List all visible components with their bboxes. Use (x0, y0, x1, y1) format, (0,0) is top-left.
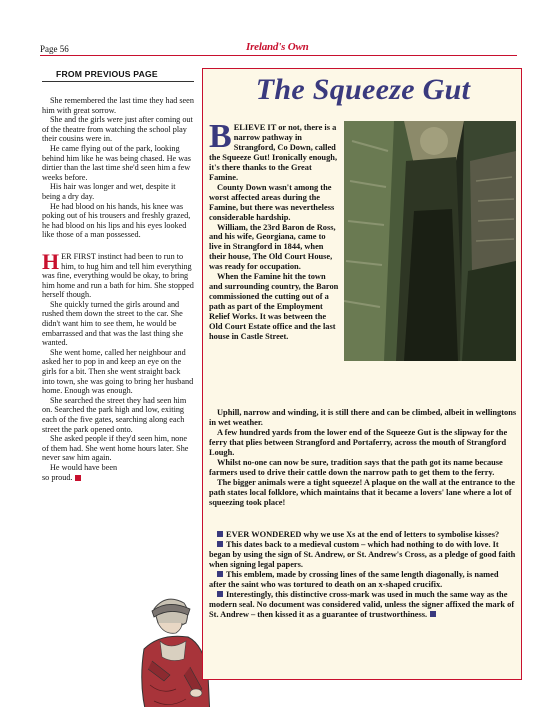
section-title: FROM PREVIOUS PAGE (56, 69, 158, 79)
article-paragraph: William, the 23rd Baron de Ross, and his wife, Georgiana, came to live in Strangford in 1844, when their house, The Old Court House, was ready for occupation. (209, 222, 336, 272)
story-paragraph: His hair was longer and wet, despite it being a dry day. (42, 182, 176, 201)
article-paragraph: When the Famine hit the town and surrounding country, the Baron commissioned the cutting out of a path as part of the Employment Relief Works. It was between the Old Court Estate office and the last house in Castle Street. (209, 272, 339, 342)
story-paragraph: She asked people if they'd seen him, none of them had. She went home hours later. She never saw him again. (42, 434, 189, 463)
article-paragraph: The bigger animals were a tight squeeze! A plaque on the wall at the entrance to the path states local folklore, which maintains that it became a lovers' lane where a lot of squeezing took place! (209, 477, 515, 507)
story-paragraph: She remembered the last time they had seen him with great sorrow. (42, 96, 194, 115)
square-bullet-icon (217, 571, 223, 577)
final-line-text: He would have been so proud. (42, 462, 118, 482)
story-paragraph: She quickly turned the girls around and rushed them down the street to the car. She didn't want him to see them, he would be embarrassed and that was the last thing she wanted. (42, 299, 184, 348)
article-lead-paragraph (209, 118, 339, 183)
squeeze-gut-photo (344, 121, 516, 361)
ever-wondered-paragraph (209, 590, 517, 620)
ever-wondered-text: EVER WONDERED why we use Xs at the end of letters to symbolise kisses? (226, 530, 500, 539)
square-bullet-icon (217, 531, 223, 537)
header-rule (40, 55, 517, 56)
ever-wondered-text: Interestingly, this distinctive cross-mark was used in much the same way as the modern seal. No document was considered valid, unless the signer affixed the mark of St. Andrew – then kissed it as a guarantee of trustworthiness. (209, 589, 515, 619)
story-final-paragraph (42, 463, 122, 482)
square-bullet-icon (217, 591, 223, 597)
dropcap-paragraph-text: ER FIRST instinct had been to run to him, to hug him and tell him everything was fine, everything would be okay, to bring him home and run a bath for him. She stopped herself though. (42, 251, 194, 300)
ever-wondered-paragraph (209, 570, 517, 590)
article-paragraph: Whilst no-one can now be sure, tradition says that the path got its name because farmers used to drive their cattle down the narrow path to get them to the ferry. (209, 457, 503, 477)
drop-cap: B (209, 118, 232, 155)
story-paragraph: He came flying out of the park, looking behind him like he was being chased. He was dirtier than the last time she'd seen him a few weeks before. (42, 143, 191, 182)
article-wide-text (209, 408, 517, 508)
story-paragraph: She and the girls were just after coming out of the theatre from watching the school play their cousins were in. (42, 115, 193, 144)
ever-wondered-text: This emblem, made by crossing lines of the same length diagonally, is named after the saint who was tortured to death on an x-shaped crucifix. (209, 569, 499, 589)
ever-wondered-paragraph (209, 530, 517, 540)
section-divider (42, 81, 194, 82)
magazine-brand: Ireland's Own (246, 41, 309, 53)
story-text (42, 96, 194, 482)
story-paragraph: She searched the street they had seen him on. Searched the park high and low, exiting each of the five gates, searching along each street the park opened onto. (42, 395, 187, 434)
story-paragraph: He had blood on his hands, his knee was poking out of his trousers and freshly grazed, he had blood on his lips and his eyes looked like those of a man possessed. (42, 201, 191, 240)
ever-wondered-paragraph (209, 540, 517, 570)
square-bullet-icon (217, 541, 223, 547)
article-title: The Squeeze Gut (255, 73, 471, 106)
article-narrow-column (209, 118, 339, 342)
drop-cap: H (42, 248, 60, 274)
ever-wondered-text: This dates back to a medieval custom – which had nothing to do with love. It began by using the sign of St. Andrew, or St. Andrew's Cross, as a pledge of good faith when signing legal papers. (209, 539, 516, 569)
end-of-story-mark (75, 475, 81, 481)
lead-paragraph-text: ELIEVE IT or not, there is a narrow pathway in Strangford, Co Down, called the Squeeze Gut! Ironically enough, it's there thanks to the Great Famine. (209, 123, 338, 182)
story-paragraph: She went home, called her neighbour and asked her to pop in and keep an eye on the girls for a bit. Then she went straight back into town, she was going to bring her husband home. Enough was enough. (42, 347, 194, 396)
article-paragraph: Uphill, narrow and winding, it is still there and can be climbed, albeit in wellingtons in wet weather. (209, 408, 517, 427)
article-paragraph: County Down wasn't among the worst affected areas during the Famine, but there was nevertheless considerable hardship. (209, 182, 335, 222)
article-box (202, 68, 522, 680)
story-dropcap-paragraph (42, 248, 194, 300)
end-square-icon (430, 611, 436, 617)
ever-wondered-section (209, 530, 517, 620)
page-number: Page 56 (40, 44, 69, 54)
article-paragraph: A few hundred yards from the lower end of the Squeeze Gut is the slipway for the ferry that plies between Strangford and Portaferry, across the mouth of Strangford Lough. (209, 427, 508, 457)
story-continuation-column (42, 60, 194, 690)
